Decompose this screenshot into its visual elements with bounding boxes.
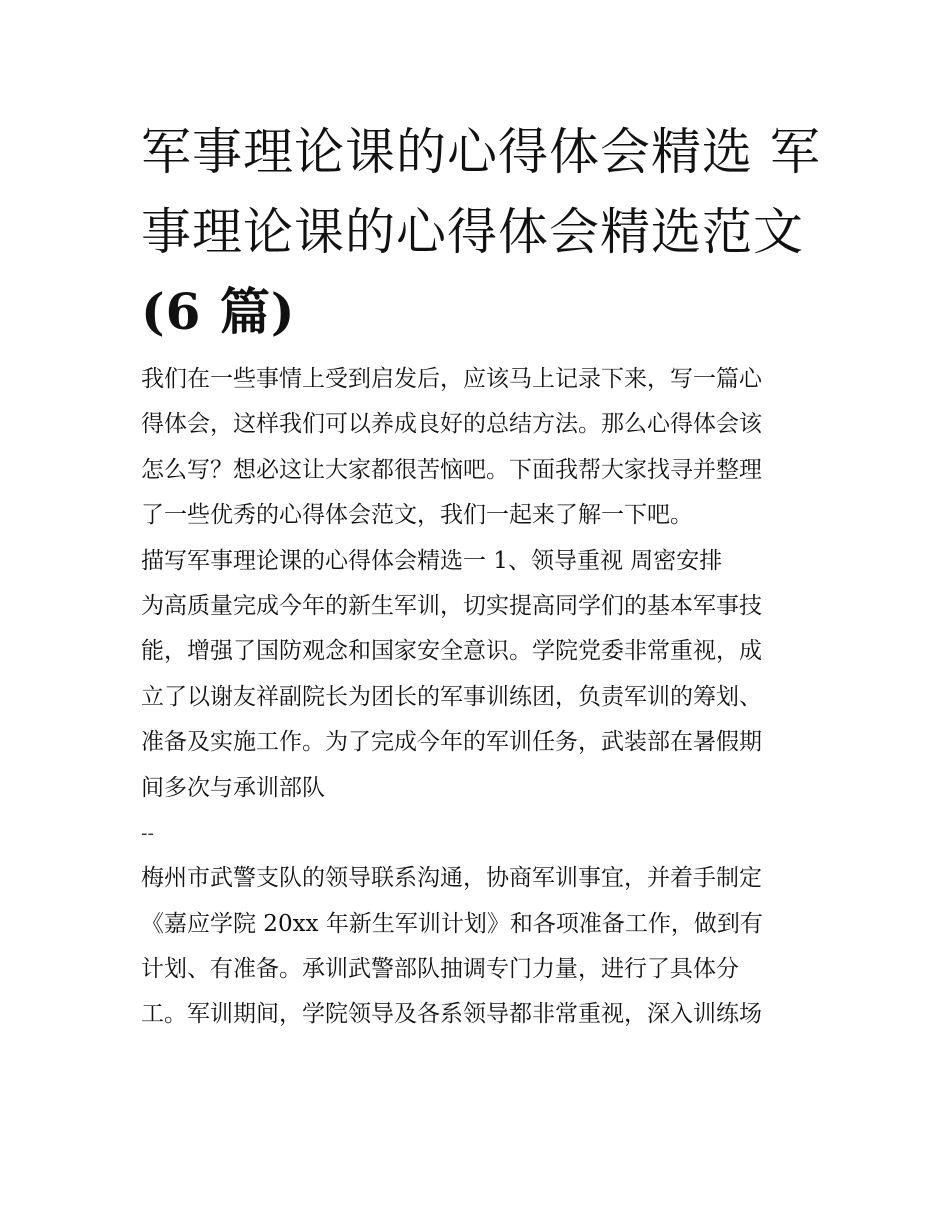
body-line: 能，增强了国防观念和国家安全意识。学院党委非常重视，成 [141, 638, 762, 665]
title-line-2: 事理论课的心得体会精选范文 [141, 203, 804, 261]
body-line: 怎么写？想必这让大家都很苦恼吧。下面我帮大家找寻并整理 [141, 456, 762, 483]
document-body [141, 357, 821, 1038]
body-line: 我们在一些事情上受到启发后，应该马上记录下来，写一篇心 [141, 366, 762, 392]
body-line: 工。军训期间，学院领导及各系领导都非常重视，深入训练场 [141, 1001, 762, 1028]
body-line: 准备及实施工作。为了完成今年的军训任务，武装部在暑假期 [141, 729, 762, 756]
title-line-3: (6 篇) [141, 282, 296, 341]
body-line: 计划、有准备。承训武警部队抽调专门力量，进行了具体分 [141, 956, 739, 983]
body-line: 立了以谢友祥副院长为团长的军事训练团，负责军训的筹划、 [141, 683, 762, 710]
body-line: 间多次与承训部队 [141, 774, 325, 801]
document-title [141, 112, 821, 352]
body-line: 《嘉应学院 20xx 年新生军训计划》和各项准备工作，做到有 [141, 910, 763, 937]
section-heading: 描写军事理论课的心得体会精选一 1、领导重视 周密安排 [141, 547, 723, 574]
body-line: 梅州市武警支队的领导联系沟通，协商军训事宜，并着手制定 [141, 865, 762, 892]
body-line: 了一些优秀的心得体会范文，我们一起来了解一下吧。 [141, 502, 693, 529]
body-line: 为高质量完成今年的新生军训，切实提高同学们的基本军事技 [141, 592, 762, 619]
title-line-1: 军事理论课的心得体会精选 军 [141, 123, 821, 181]
separator: -- [141, 822, 154, 844]
body-line: 得体会，这样我们可以养成良好的总结方法。那么心得体会该 [141, 411, 762, 438]
